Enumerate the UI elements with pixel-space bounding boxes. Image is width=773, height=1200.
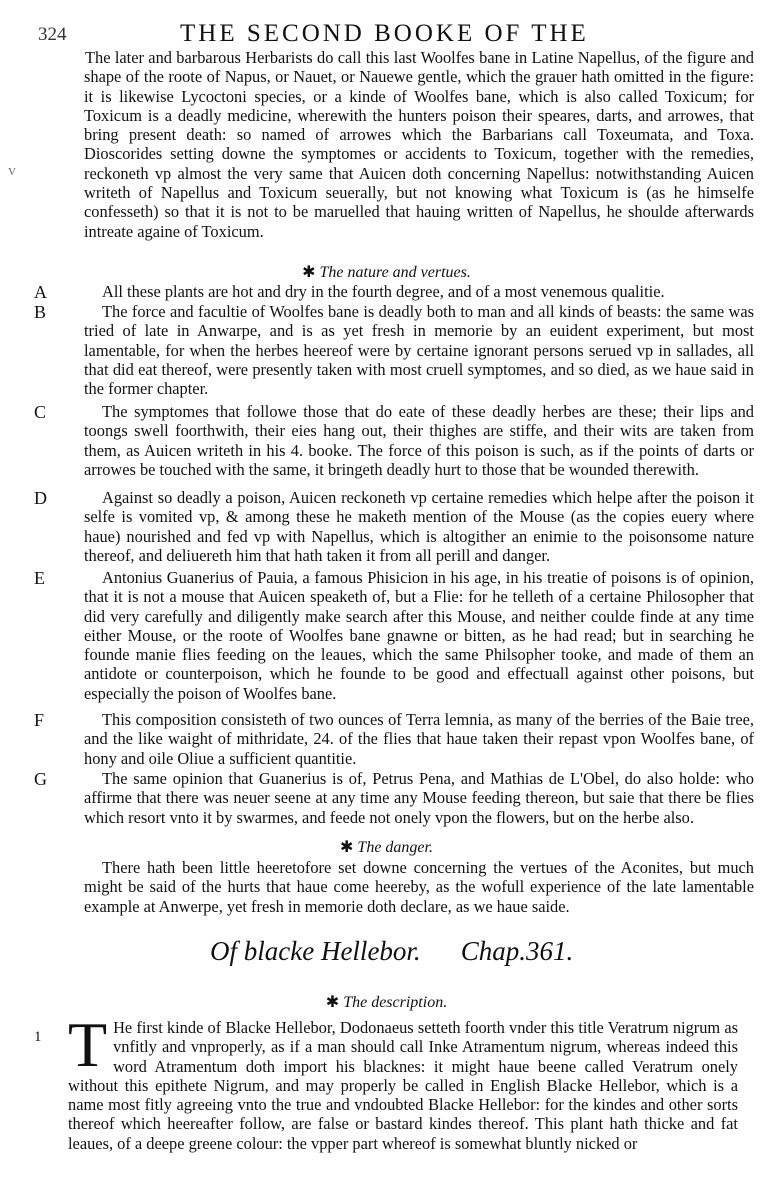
section-text: Against so deadly a poison, Auicen reckoneth vp certaine remedies which helpe after the poison it selfe is vomited vp, & among these he maketh mention of the Mouse (as the copies euery where haue) nourished and fed vp with Napellus, which is altogither an enimie to the poisonsome nature thereof, and deliuereth him that hath taken it from all perill and danger. xyxy=(84,488,754,565)
description-paragraph xyxy=(34,1009,738,1153)
section-b xyxy=(34,302,754,399)
chapter-title xyxy=(210,936,610,967)
chapter-name: Of blacke Hellebor. xyxy=(210,936,421,966)
drop-cap: T xyxy=(68,1009,108,1080)
asterism-icon: ✱ xyxy=(340,839,354,856)
page-number: 324 xyxy=(38,24,67,45)
section-a xyxy=(34,282,754,302)
nature-heading-text: The nature and vertues. xyxy=(319,264,471,281)
danger-text: There hath been little heeretofore set downe concerning the vertues of the Aconites, but much might be said of the hurts that haue come heereby, as the wofull experience of the late lamentable example at Anwerpe, yet fresh in memorie doth declare, as we haue saide. xyxy=(84,858,754,916)
section-c xyxy=(34,402,754,479)
description-text: He first kinde of Blacke Hellebor, Dodonaeus setteth foorth vnder this title Veratrum nigrum as vnfitly and vnproperly, as if a man should call Inke Atramentum nigrum, whereas indeed this word Atramentum doth import his blacknes: it might haue beene called Veratrum onely without this epithete Nigrum, and may properly be called in English Blacke Hellebor, which is a name most fitly agreeing vnto the true and vndoubted Blacke Hellebor: for the kindes and other sorts thereof which heereafter follow, are false or bastard kindes thereof. This plant hath thicke and fat leaues, of a deepe greene colour: the vpper part whereof is somewhat bluntly nicked or xyxy=(68,1018,738,1153)
section-letter: E xyxy=(34,568,45,588)
section-d xyxy=(34,488,754,565)
asterism-icon: ✱ xyxy=(325,994,340,1011)
description-heading-text: The description. xyxy=(343,994,448,1011)
section-text: This composition consisteth of two ounces of Terra lemnia, as many of the berries of the Baie tree, and the like waight of mithridate, 24. of the flies that haue taken their repast vpon Woolfes bane, of hony and oile Oliue a sufficient quantitie. xyxy=(84,710,754,768)
asterism-icon: ✱ xyxy=(302,264,316,281)
section-text: Antonius Guanerius of Pauia, a famous Phisicion in his age, in his treatie of poisons is of opinion, that it is not a mouse that Auicen speaketh of, but a Flie: for he telleth of a certaine Philosopher that did very carefully and diligently make search after this Mouse, and neither coulde finde at any time either Mouse, or the roote of Woolfes bane gnawne or bitten, as he had read; but in searching he founde manie flies feeding on the leaues, which the same Philsopher tooke, and made of them an antidote or counterpoison, which he founde to be good and effectuall against other poisons, but especially the poison of Woolfes bane. xyxy=(84,568,754,703)
section-letter: F xyxy=(34,710,45,730)
section-letter: B xyxy=(34,302,47,322)
section-f xyxy=(34,710,754,768)
section-letter: C xyxy=(34,402,47,422)
section-g xyxy=(34,769,754,827)
description-number: 1 xyxy=(34,1029,42,1045)
section-letter: D xyxy=(34,488,47,508)
section-text: The symptomes that followe those that do eate of these deadly herbes are these; their lips and toongs swell foorthwith, their eies hang out, their thighes are stiffe, and their wits are taken from them, as Auicen writeth in his 4. booke. The force of this poison is such, as if the points of darts or arrowes be touched with the same, it bringeth deadly hurt to those that be wounded therewith. xyxy=(84,402,754,479)
danger-paragraph xyxy=(84,858,754,916)
chapter-number: Chap.361. xyxy=(460,936,574,966)
section-text: The force and facultie of Woolfes bane is deadly both to man and all kinds of beasts: the same was tried of late in Anwarpe, and is as yet fresh in memorie by an euident experiment, but most lamentable, for when the herbes heereof were by certaine ignorant persons serued vp in sallades, all that did eat thereof, were presently taken with most cruell symptomes, and so died, as we haue said in the former chapter. xyxy=(84,302,754,399)
description-heading xyxy=(0,992,773,1012)
section-text: The same opinion that Guanerius is of, Petrus Pena, and Mathias de L'Obel, do also holde: who affirme that there was neuer seene at any time any Mouse feeding thereon, but saie that there be flies which resort vnto it by swarmes, and feede not onely vpon the flowers, but on the herbe also. xyxy=(84,769,754,827)
nature-heading xyxy=(0,262,773,282)
margin-mark: V xyxy=(8,166,16,178)
section-letter: A xyxy=(34,282,47,302)
intro-paragraph: The later and barbarous Herbarists do call this last Woolfes bane in Latine Napellus, of the figure and shape of the roote of Napus, or Nauet, or Nauewe gentle, which the grauer hath omitted in the figure: it is likewise Lycoctoni species, or a kinde of Woolfes bane, which is also called Toxicum; for Toxicum is a deadly medicine, wherewith the hunters poison their speares, darts, and arrowes, that bring present death: so named of arrowes which the Barbarians call Toxeumata, and Toxa. Dioscorides setting downe the symptomes or accidents to Toxicum, together with the remedies, reckoneth vp almost the very same that Auicen doth concerning Napellus: notwithstanding Auicen writeth of Napellus and Toxicum seuerally, but not knowing what Toxicum is (as he himselfe confesseth) so that it is not to be maruelled that hauing written of Napellus, he shoulde afterwards intreate againe of Toxicum. xyxy=(84,48,754,241)
danger-heading xyxy=(0,837,773,857)
running-head: THE SECOND BOOKE OF THE xyxy=(180,20,589,47)
danger-heading-text: The danger. xyxy=(357,839,433,856)
section-text: All these plants are hot and dry in the fourth degree, and of a most venemous qualitie. xyxy=(102,282,665,301)
section-e xyxy=(34,568,754,703)
section-letter: G xyxy=(34,769,47,789)
